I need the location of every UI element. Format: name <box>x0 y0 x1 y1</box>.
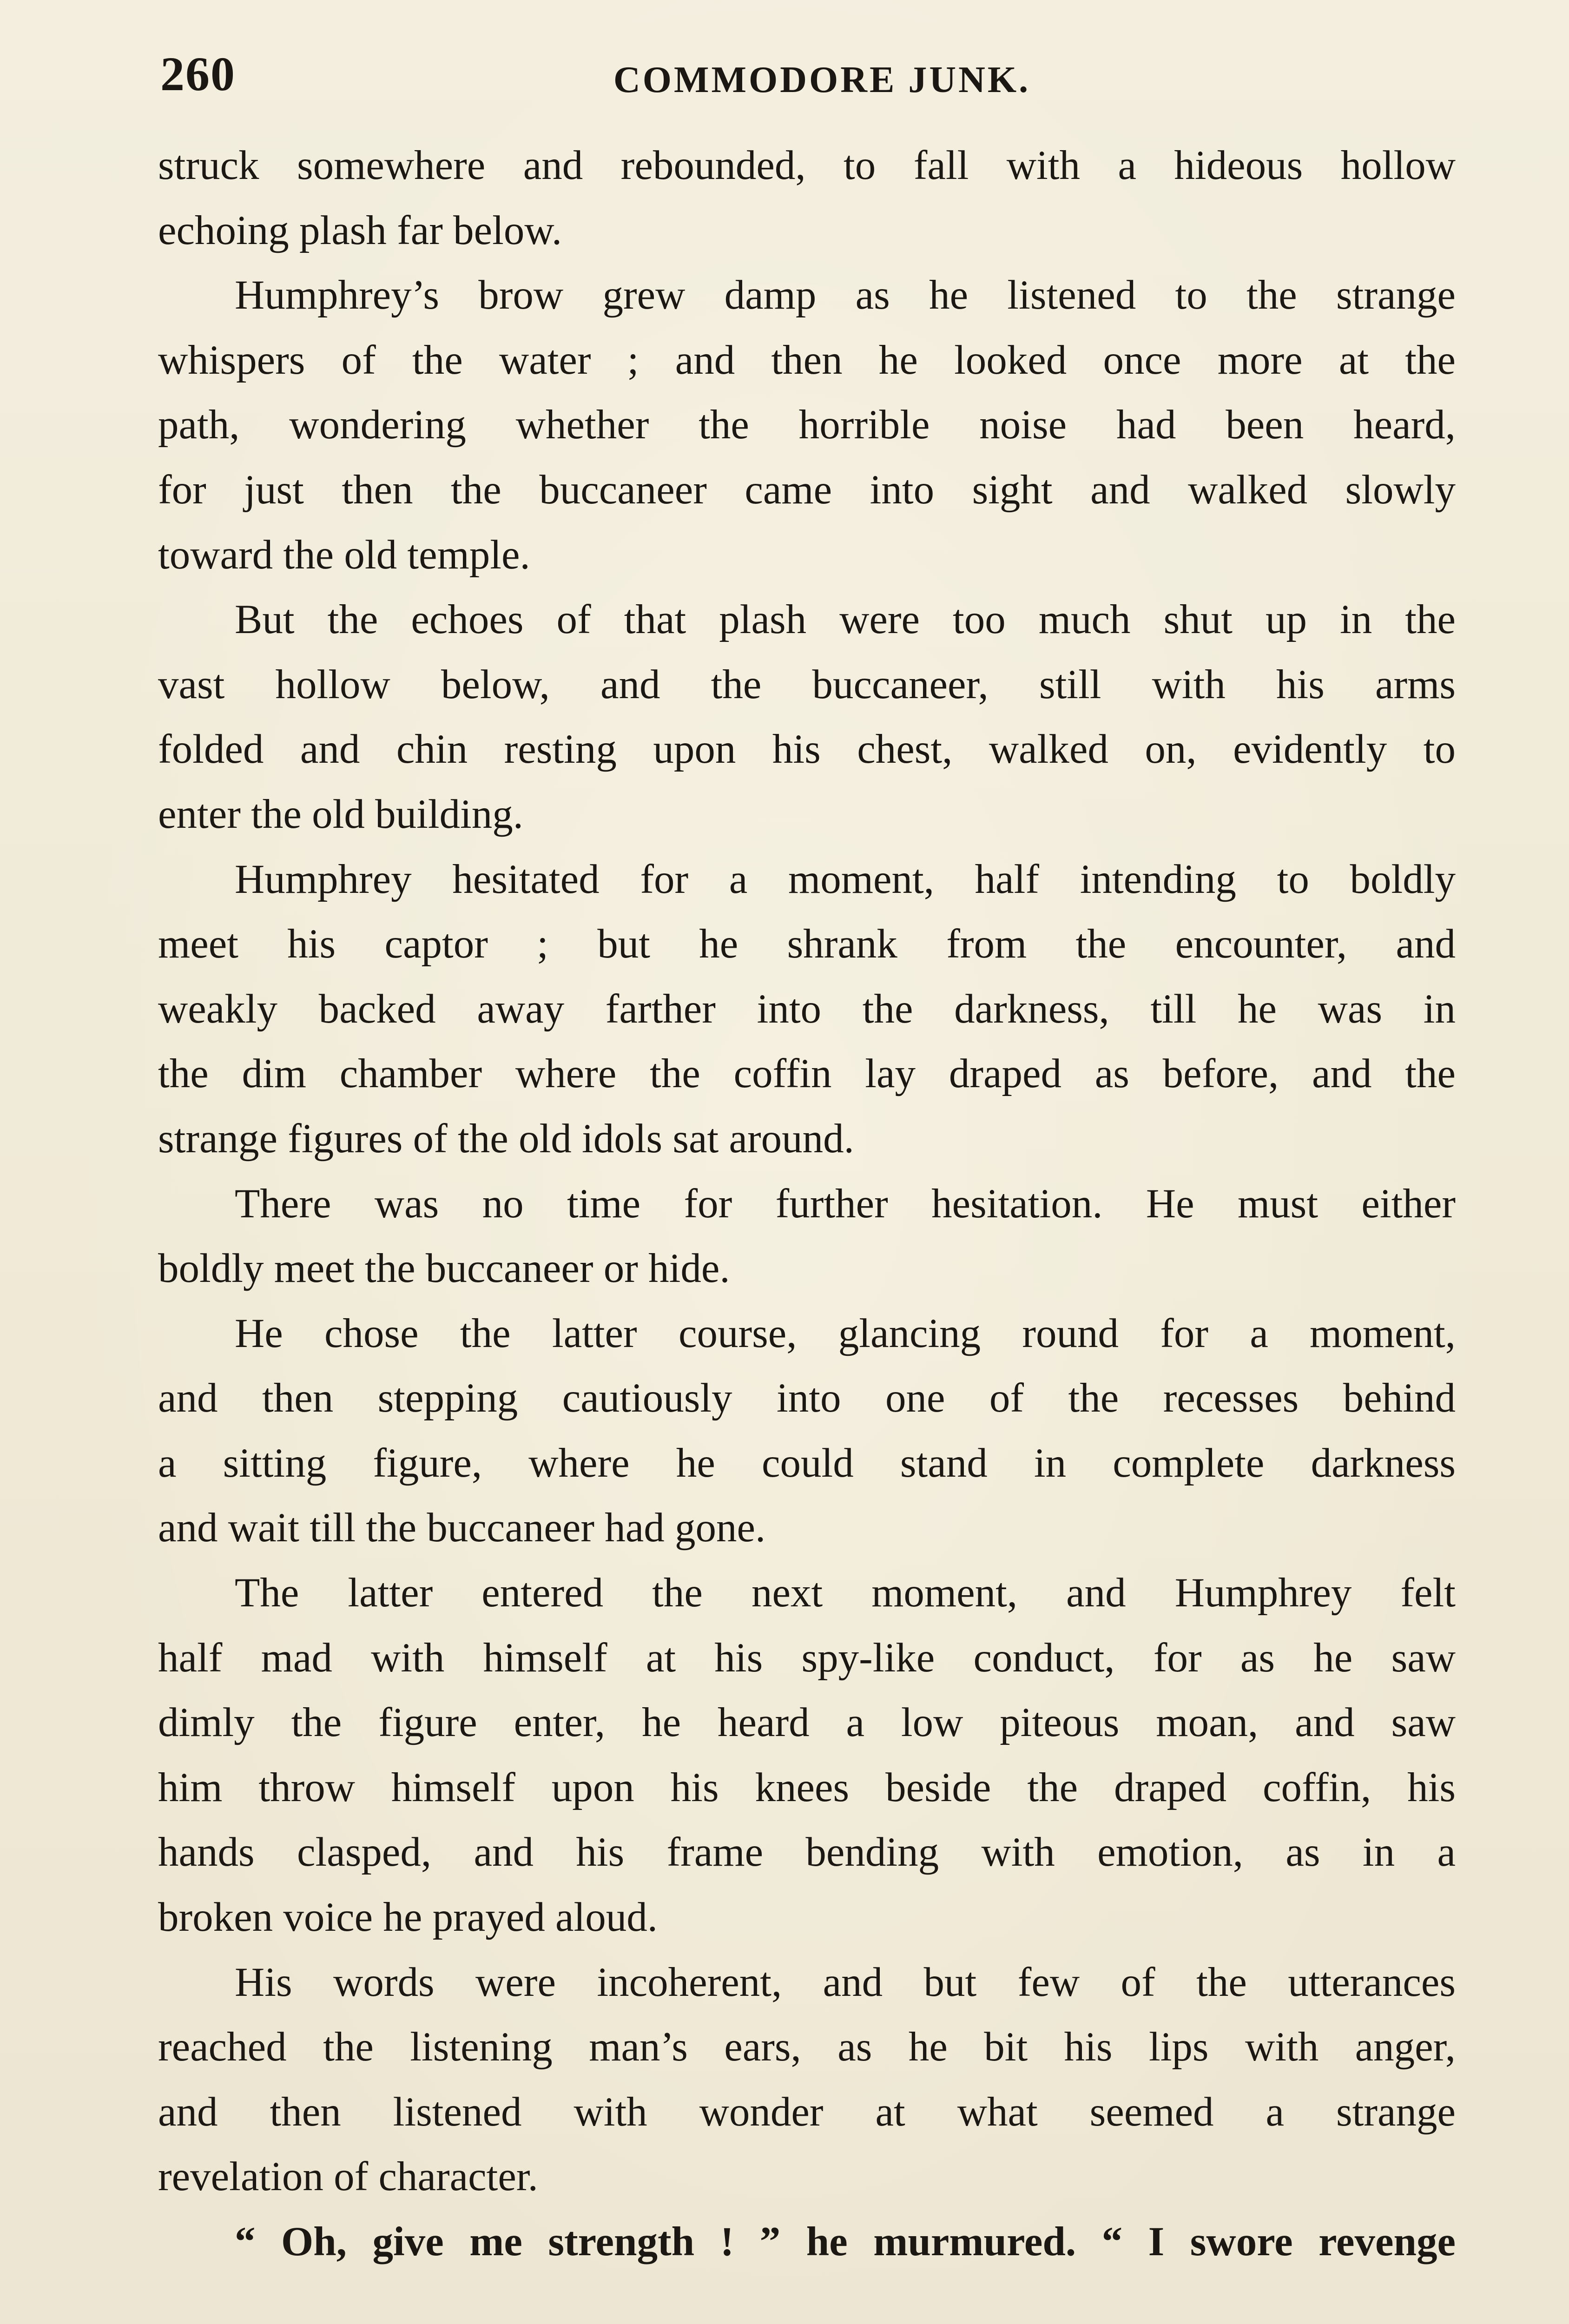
text-line: the dim chamber where the coffin lay draped as before, and the <box>158 1051 1456 1097</box>
text-line: dimly the figure enter, he heard a low piteous moan, and saw <box>158 1700 1456 1746</box>
text-line: struck somewhere and rebounded, to fall with a hideous hollow <box>158 143 1456 188</box>
text-line: Humphrey’s brow grew damp as he listened to the strange <box>235 272 1456 318</box>
text-line: and then stepping cautiously into one of the recesses behind <box>158 1375 1456 1421</box>
text-line: There was no time for further hesitation. He must either <box>235 1181 1456 1227</box>
text-line: But the echoes of that plash were too much shut up in the <box>235 597 1456 643</box>
text-line: whispers of the water ; and then he looked once more at the <box>158 337 1456 383</box>
text-line: toward the old temple. <box>158 532 530 578</box>
text-line: folded and chin resting upon his chest, walked on, evidently to <box>158 726 1456 772</box>
text-line: and then listened with wonder at what seemed a strange <box>158 2089 1456 2135</box>
running-head: COMMODORE JUNK. <box>613 59 1031 100</box>
page-number: 260 <box>160 47 236 101</box>
text-line: boldly meet the buccaneer or hide. <box>158 1246 730 1292</box>
text-line: echoing plash far below. <box>158 207 562 253</box>
text-line: revelation of character. <box>158 2154 538 2200</box>
text-line: meet his captor ; but he shrank from the encounter, and <box>158 921 1456 967</box>
text-line: and wait till the buccaneer had gone. <box>158 1505 766 1551</box>
text-line: weakly backed away farther into the darkness, till he was in <box>158 986 1456 1032</box>
text-line: broken voice he prayed aloud. <box>158 1895 658 1941</box>
body-text <box>158 133 1456 2275</box>
text-line: enter the old building. <box>158 791 524 837</box>
text-line: reached the listening man’s ears, as he bit his lips with anger, <box>158 2024 1456 2070</box>
text-line: His words were incoherent, and but few of the utterances <box>235 1959 1456 2005</box>
text-line: Humphrey hesitated for a moment, half intending to boldly <box>235 856 1456 902</box>
text-line: He chose the latter course, glancing round for a moment, <box>235 1310 1456 1356</box>
text-line: for just then the buccaneer came into sight and walked slowly <box>158 467 1456 513</box>
text-line: strange figures of the old idols sat around. <box>158 1116 854 1162</box>
text-line: him throw himself upon his knees beside the draped coffin, his <box>158 1764 1456 1810</box>
text-line: The latter entered the next moment, and Humphrey felt <box>235 1570 1456 1616</box>
page-header <box>160 44 1452 105</box>
text-line: path, wondering whether the horrible noise had been heard, <box>158 402 1456 448</box>
text-line: hands clasped, and his frame bending with emotion, as in a <box>158 1829 1456 1875</box>
text-line: “ Oh, give me strength ! ” he murmured. “ I swore revenge <box>235 2219 1456 2265</box>
text-line: half mad with himself at his spy-like conduct, for as he saw <box>158 1635 1456 1681</box>
text-line: a sitting figure, where he could stand in complete darkness <box>158 1440 1456 1486</box>
text-line: vast hollow below, and the buccaneer, still with his arms <box>158 661 1456 707</box>
